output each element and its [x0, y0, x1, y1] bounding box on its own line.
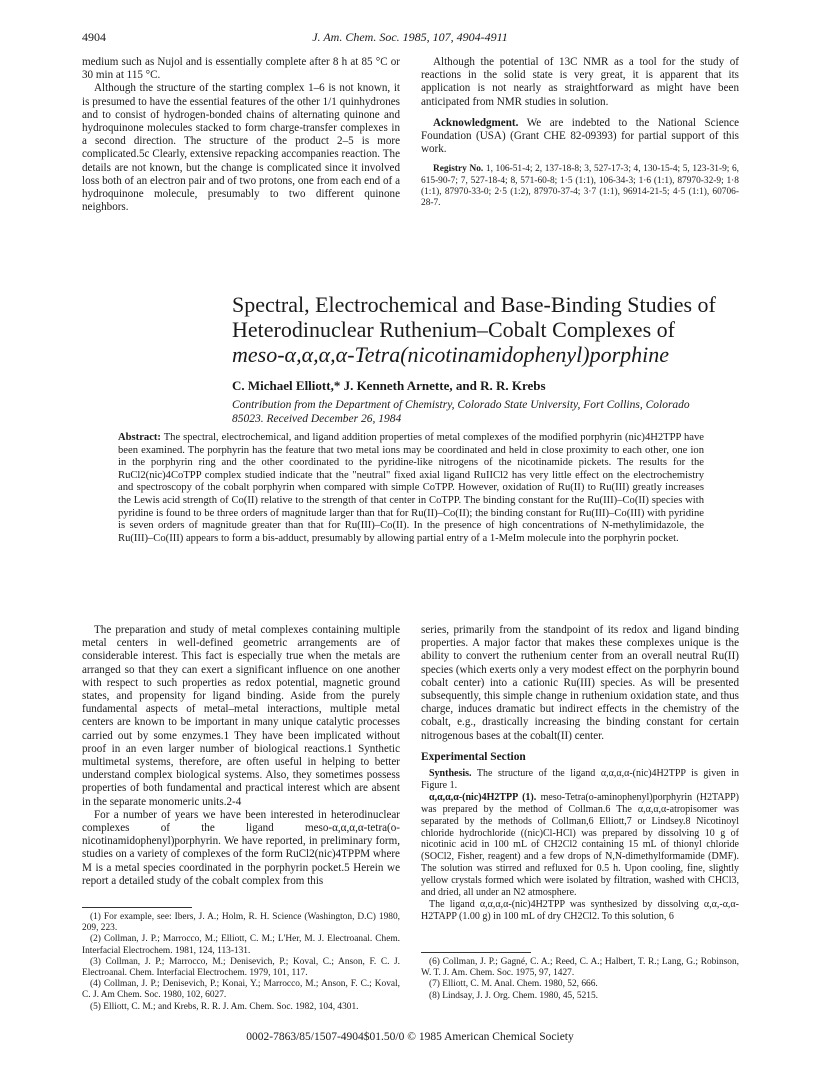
body-left-column [82, 624, 400, 888]
prep1-text: meso-Tetra(o-aminophenyl)porphyrin (H2TAPP) was prepared by the method of Collman.6 The α,α,α,α-atropisomer was separated by the methods of Collman,6 Elliott,7 or Lindsey.8 Nicotinoyl chloride hydrochloride ((nic)Cl-HCl) was prepared by dissolving 10 g of nicotinic acid in 100 mL of CH2Cl2 containing 15 mL of thionyl chloride (SOCl2, Fisher, reagent) and a few drops of N,N-dimethylformamide (DMF). The solution was stirred and refluxed for 0.5 h. Upon cooling, fine, slightly yellow crystals formed which were isolated by filtration, washed with CHCl3, and dried, all under an N2 atmosphere. [421, 791, 740, 899]
body-right-column [421, 624, 739, 923]
abstract [118, 432, 704, 545]
footnote: (7) Elliott, C. M. Anal. Chem. 1980, 52, 666. [429, 979, 598, 990]
authors: C. Michael Elliott,* J. Kenneth Arnette, and R. R. Krebs [232, 378, 546, 393]
title-line-2: Heterodinuclear Ruthenium–Cobalt Complexes of [232, 317, 675, 342]
experimental-text [421, 768, 739, 923]
experimental-heading: Experimental Section [421, 750, 526, 763]
footnote: (4) Collman, J. P.; Denisevich, P.; Konai, Y.; Marrocco, M.; Anson, F. C.; Koval, C. J. Am Chem. Soc. 1980, 102, 6027. [82, 979, 400, 1001]
acknowledgment [421, 117, 739, 157]
prep2-text: The ligand α,α,α,α-(nic)4H2TPP was synthesized by dissolving α,α,-α,α-H2TAPP (1.00 g) in 100 mL of dry CH2Cl2. To this solution, 6 [421, 899, 739, 922]
running-header: J. Am. Chem. Soc. 1985, 107, 4904-4911 [312, 30, 508, 44]
footnote: (1) For example, see: Ibers, J. A.; Holm, R. H. Science (Washington, D.C) 1980, 209, 223. [82, 912, 400, 934]
footnotes-left [82, 912, 400, 1013]
affiliation: Contribution from the Department of Chemistry, Colorado State University, Fort Collins, Colorado 85023. Received December 26, 1984 [232, 399, 690, 425]
body-left-paragraph-2: For a number of years we have been interested in heterodinuclear complexes of the ligand meso-α,α,α,α-tetra(o-nicotinamidophenyl)porphyrin. We have reported, in preliminary form, studies on a variety of complexes of the form RuCl2(nic)4TPPM where M is a metal species coordinated in the porphyrin pocket.5 Herein we report a detailed study of the cobalt complex from this [82, 808, 400, 887]
footnote: (6) Collman, J. P.; Gagné, C. A.; Reed, C. A.; Halbert, T. R.; Lang, G.; Robinson, W. T. J. Am. Chem. Soc. 1975, 97, 1427. [421, 957, 739, 979]
synthesis-text: The structure of the ligand α,α,α,α-(nic)4H2TPP is given in Figure 1. [421, 768, 739, 791]
ack-label: Acknowledgment. [433, 116, 519, 129]
abstract-text: The spectral, electrochemical, and ligand addition properties of metal complexes of the modified porphyrin (nic)4H2TPP have been examined. The porphyrin has the feature that two metal ions may be coordinated and held in close proximity to each other, one ion in the porphyrin ring and the other coordinated to the pyridine-like nitrogens of the nicotinamide pickets. The results for the RuCl2(nic)4CoTPP complex studied indicate that the "neutral" fixed axial ligand RuIICl2 has very little effect on the electrochemistry and spectroscopy of the cobalt porphyrin when compared with simple CoTPP. However, oxidation of Ru(II) to Ru(III) greatly increases the Lewis acid strength of Co(II) relative to the strength of that center in CoTPP. The binding constant for the Ru(III)–Co(II) species with pyridine is found to be three orders of magnitude larger than that for Ru(II)–Co(II); the binding constant for Ru(III)–Co(III) with pyridine is seven orders of magnitude greater than that for Ru(III)–Co(II). In the presence of high concentrations of N-methylimidazole, the Ru(III)–Co(III) appears to form a bis-adduct, presumably by allowing partial entry of a 1-MeIm molecule into the porphyrin pocket. [118, 432, 704, 544]
ack-text: We are indebted to the National Science Foundation (USA) (Grant CHE 82-09393) for partial support of this work. [421, 116, 740, 156]
footnote-rule-right [421, 952, 531, 953]
title-line-3: meso-α,α,α,α-Tetra(nicotinamidophenyl)porphine [232, 342, 670, 367]
page-number: 4904 [82, 30, 106, 44]
prev-right-paragraph-1: Although the potential of 13C NMR as a tool for the study of reactions in the solid state is very great, it is apparent that its application is not nearly as straightforward as might have been anticipated from NMR studies in solution. [421, 56, 739, 108]
article-title [232, 292, 752, 367]
registry-label: Registry No. [433, 164, 484, 175]
footnotes-right [421, 957, 739, 1002]
body-right-paragraph-1: series, primarily from the standpoint of its redox and ligand binding properties. A major factor that makes these complexes unique is the ability to convert the ruthenium center from an overall neutral Ru(II) species (which exerts only a very modest effect on the porphyrin bound cobalt center) into a cationic Ru(III) species. As will be presented subsequently, this simple change in ruthenium oxidation state, and thus charge, induces dramatic but indirect effects in the chemistry of the cobalt, e.g., drastically increasing the binding constant for certain nitrogenous bases at the cobalt(II) center. [421, 624, 739, 742]
prev-left-paragraph-1: medium such as Nujol and is essentially complete after 8 h at 85 °C or 30 min at 115 °C. [82, 56, 400, 82]
title-line-1: Spectral, Electrochemical and Base-Binding Studies of [232, 292, 716, 317]
prev-article-left-column [82, 56, 400, 214]
footnote: (8) Lindsay, J. J. Org. Chem. 1980, 45, 5215. [429, 990, 599, 1001]
registry-text: 1, 106-51-4; 2, 137-18-8; 3, 527-17-3; 4, 130-15-4; 5, 123-31-9; 6, 615-90-7; 7, 527-18-4; 8, 571-60-8; 1·5 (1:1), 106-34-3; 1·6 (1:1), 87970-32-9; 1·8 (1:1), 87970-33-0; 2·5 (1:2), 87970-37-4; 3·7 (1:1), 96914-21-5; 4·5 (1:1), 60706-28-7. [421, 164, 739, 209]
footnote: (3) Collman, J. P.; Marrocco, M.; Denisevich, P.; Koval, C.; Anson, F. C. J. Electroanal. Chem. Interfacial Electrochem. 1979, 101, 117. [82, 956, 400, 979]
abstract-label: Abstract: [118, 432, 161, 443]
footnote-rule-left [82, 907, 192, 908]
copyright-footer: 0002-7863/85/1507-4904$01.50/0 © 1985 American Chemical Society [246, 1031, 574, 1043]
footnote: (5) Elliott, C. M.; and Krebs, R. R. J. Am. Chem. Soc. 1982, 104, 4301. [90, 1001, 359, 1012]
prep1-label: α,α,α,α-(nic)4H2TPP (1). [429, 791, 537, 803]
registry-numbers [421, 164, 739, 209]
body-left-paragraph-1: The preparation and study of metal complexes containing multiple metal centers in well-defined geometric arrangements are of considerable interest. This fact is especially true when the metals are arranged so that they can exert a significant influence on one another with respect to such properties as redox potential, magnetic ground states, and propensity for ligand binding. Aside from the purely fundamental aspects of metal–metal interactions, multiple metal centers are known to be important in many unique catalytic processes carried out by some enzymes.1 They have been implicated without proof in an even larger number of biological reactions.1 Synthetic multimetal systems, therefore, are often useful in helping to better understand complex biological systems. Also, they sometimes possess properties of both fundamental and practical interest which are absent in the separate monomeric units.2-4 [82, 624, 400, 808]
prev-left-paragraph-2: Although the structure of the starting complex 1–6 is not known, it is presumed to have the essential features of the other 1/1 quinhydrones and to consist of hydrogen-bonded chains of alternating quinone and hydroquinone molecules stacked to form charge-transfer complexes in a second direction. The structure of the product 2–5 is more complicated.5c Clearly, extensive repacking accompanies reaction. The details are not known, but the change is complicated since it involved loss both of an electron pair and of two protons, one from each end of a hydroquinone molecule, presumably to two different quinone neighbors. [82, 82, 400, 214]
synthesis-label: Synthesis. [429, 768, 472, 780]
footnote: (2) Collman, J. P.; Marrocco, M.; Elliott, C. M.; L'Her, M. J. Electroanal. Chem. Interfacial Electrochem. 1981, 124, 113-131. [82, 934, 400, 956]
prev-article-right-column [421, 56, 739, 209]
